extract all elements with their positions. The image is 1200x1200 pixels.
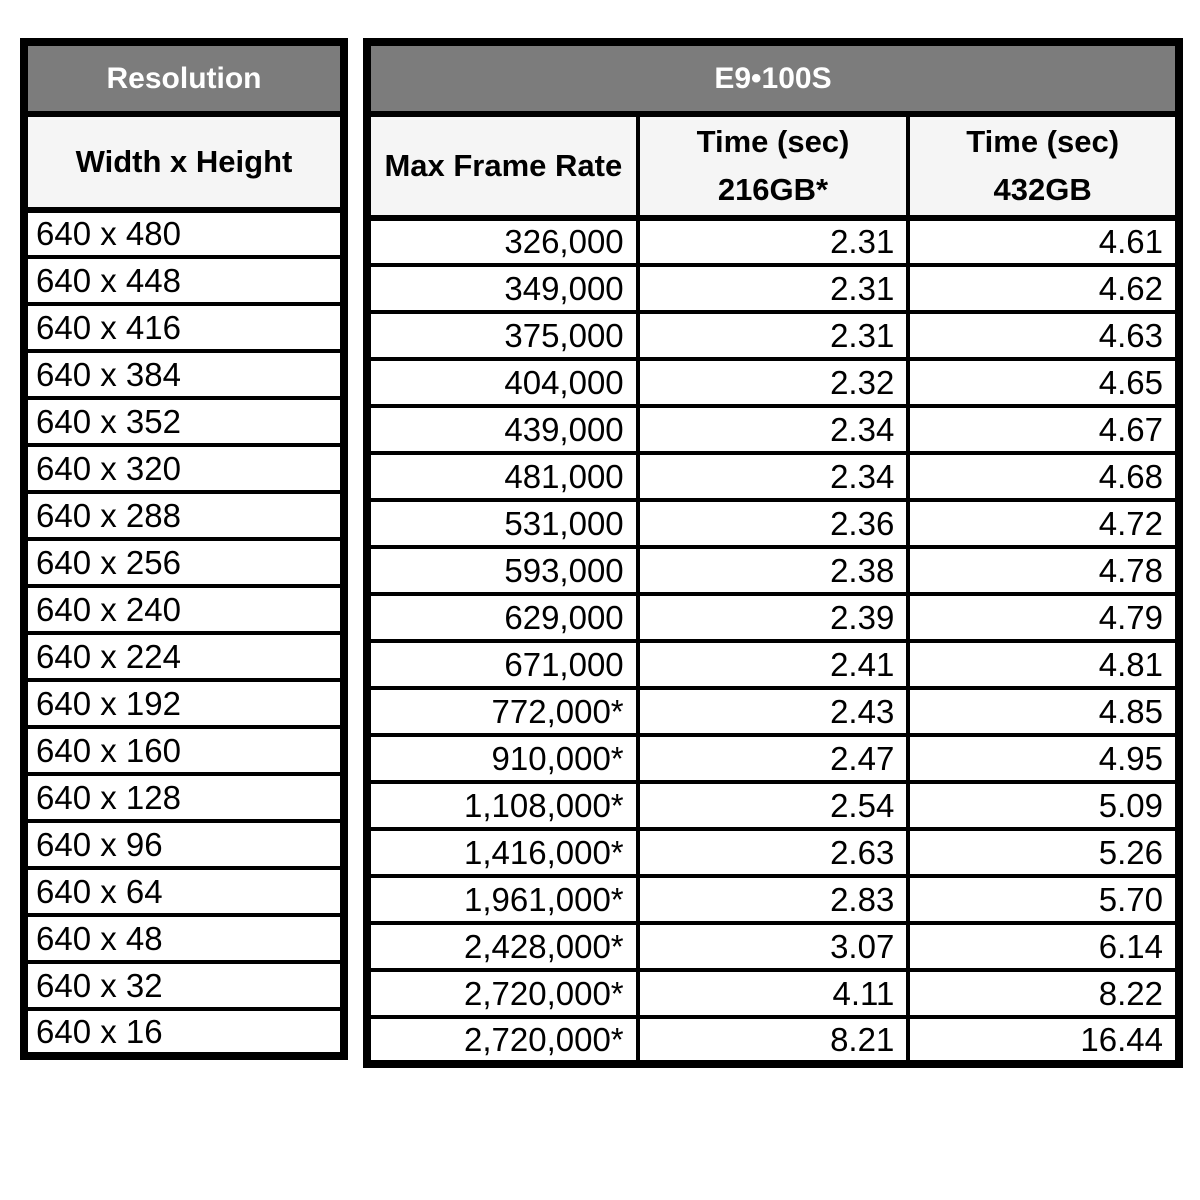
time-432gb-cell: 5.26 [908,829,1179,876]
resolution-cell: 640 x 192 [24,680,344,727]
time-216gb-cell: 4.11 [638,970,909,1017]
time-216gb-cell: 2.38 [638,547,909,594]
resolution-header: Resolution [24,42,344,114]
time-432gb-cell: 4.61 [908,218,1179,265]
max-frame-rate-cell: 2,428,000* [367,923,638,970]
resolution-cell: 640 x 128 [24,774,344,821]
time-432gb-cell: 4.65 [908,359,1179,406]
time-432gb-cell: 16.44 [908,1017,1179,1064]
table-row [24,633,344,680]
resolution-table [20,38,348,1060]
table-row [367,829,1179,876]
table-row [24,398,344,445]
table-row [24,962,344,1009]
time-432gb-cell: 5.70 [908,876,1179,923]
time-216gb-cell: 2.31 [638,218,909,265]
time-432gb-label-line2: 432GB [993,172,1092,207]
table-row [24,680,344,727]
time-432gb-cell: 4.81 [908,641,1179,688]
time-216gb-cell: 2.31 [638,265,909,312]
table-row [367,641,1179,688]
resolution-cell: 640 x 256 [24,539,344,586]
max-frame-rate-cell: 531,000 [367,500,638,547]
resolution-cell: 640 x 16 [24,1009,344,1056]
model-subheader-row [367,114,1179,218]
table-row [367,782,1179,829]
resolution-cell: 640 x 480 [24,210,344,257]
model-header-row [367,42,1179,114]
time-432gb-cell: 4.62 [908,265,1179,312]
resolution-header-row [24,42,344,114]
max-frame-rate-cell: 593,000 [367,547,638,594]
max-frame-rate-cell: 349,000 [367,265,638,312]
table-row [367,1017,1179,1064]
table-row [367,688,1179,735]
table-row [367,876,1179,923]
max-frame-rate-cell: 772,000* [367,688,638,735]
time-432gb-cell: 4.67 [908,406,1179,453]
max-frame-rate-cell: 481,000 [367,453,638,500]
max-frame-rate-cell: 439,000 [367,406,638,453]
table-row [367,218,1179,265]
model-header: E9•100S [367,42,1179,114]
table-row [367,594,1179,641]
max-frame-rate-cell: 629,000 [367,594,638,641]
max-frame-rate-header [367,114,638,218]
resolution-cell: 640 x 384 [24,351,344,398]
time-216gb-cell: 2.54 [638,782,909,829]
time-432gb-cell: 4.72 [908,500,1179,547]
max-frame-rate-cell: 375,000 [367,312,638,359]
time-216gb-cell: 2.47 [638,735,909,782]
table-row [367,970,1179,1017]
table-row [367,265,1179,312]
table-row [24,351,344,398]
time-432gb-cell: 8.22 [908,970,1179,1017]
table-row [24,1009,344,1056]
table-row [24,210,344,257]
resolution-cell: 640 x 288 [24,492,344,539]
max-frame-rate-cell: 1,416,000* [367,829,638,876]
max-frame-rate-cell: 2,720,000* [367,970,638,1017]
resolution-cell: 640 x 96 [24,821,344,868]
table-row [24,257,344,304]
time-216gb-cell: 2.34 [638,453,909,500]
time-216gb-cell: 2.41 [638,641,909,688]
table-row [24,915,344,962]
time-216gb-cell: 2.43 [638,688,909,735]
max-frame-rate-cell: 2,720,000* [367,1017,638,1064]
table-row [24,868,344,915]
table-row [24,304,344,351]
time-432gb-cell: 5.09 [908,782,1179,829]
table-row [367,547,1179,594]
time-432gb-cell: 4.85 [908,688,1179,735]
resolution-cell: 640 x 64 [24,868,344,915]
table-row [24,539,344,586]
time-216gb-label-line1: Time (sec) [696,124,850,159]
table-row [367,735,1179,782]
table-row [367,406,1179,453]
time-216gb-cell: 8.21 [638,1017,909,1064]
time-216gb-cell: 2.31 [638,312,909,359]
time-216gb-cell: 2.34 [638,406,909,453]
table-row [367,453,1179,500]
max-frame-rate-cell: 1,108,000* [367,782,638,829]
max-frame-rate-cell: 1,961,000* [367,876,638,923]
resolution-cell: 640 x 32 [24,962,344,1009]
width-height-header: Width x Height [24,114,344,210]
time-216gb-label-line2: 216GB* [717,172,829,207]
time-432gb-cell: 4.78 [908,547,1179,594]
time-432gb-cell: 4.79 [908,594,1179,641]
resolution-cell: 640 x 224 [24,633,344,680]
table-row [24,727,344,774]
table-row [24,492,344,539]
time-432gb-cell: 4.63 [908,312,1179,359]
table-row [24,774,344,821]
time-216gb-cell: 3.07 [638,923,909,970]
time-216gb-cell: 2.63 [638,829,909,876]
table-row [24,586,344,633]
time-432gb-cell: 4.95 [908,735,1179,782]
e9-100s-table [363,38,1183,1068]
time-216gb-cell: 2.32 [638,359,909,406]
table-row [367,312,1179,359]
resolution-cell: 640 x 416 [24,304,344,351]
max-frame-rate-label: Max Frame Rate [384,148,623,183]
table-row [24,821,344,868]
max-frame-rate-cell: 910,000* [367,735,638,782]
time-432gb-cell: 4.68 [908,453,1179,500]
table-row [367,359,1179,406]
table-row [24,445,344,492]
time-432gb-cell: 6.14 [908,923,1179,970]
spec-tables [20,38,1183,1068]
table-row [367,500,1179,547]
resolution-cell: 640 x 240 [24,586,344,633]
table-row [367,923,1179,970]
max-frame-rate-cell: 404,000 [367,359,638,406]
resolution-cell: 640 x 48 [24,915,344,962]
max-frame-rate-cell: 326,000 [367,218,638,265]
resolution-cell: 640 x 448 [24,257,344,304]
max-frame-rate-cell: 671,000 [367,641,638,688]
time-216gb-header [638,114,909,218]
resolution-cell: 640 x 352 [24,398,344,445]
resolution-cell: 640 x 320 [24,445,344,492]
time-432gb-label-line1: Time (sec) [966,124,1120,159]
resolution-cell: 640 x 160 [24,727,344,774]
time-216gb-cell: 2.36 [638,500,909,547]
time-216gb-cell: 2.83 [638,876,909,923]
resolution-subheader-row [24,114,344,210]
time-432gb-header [908,114,1179,218]
time-216gb-cell: 2.39 [638,594,909,641]
